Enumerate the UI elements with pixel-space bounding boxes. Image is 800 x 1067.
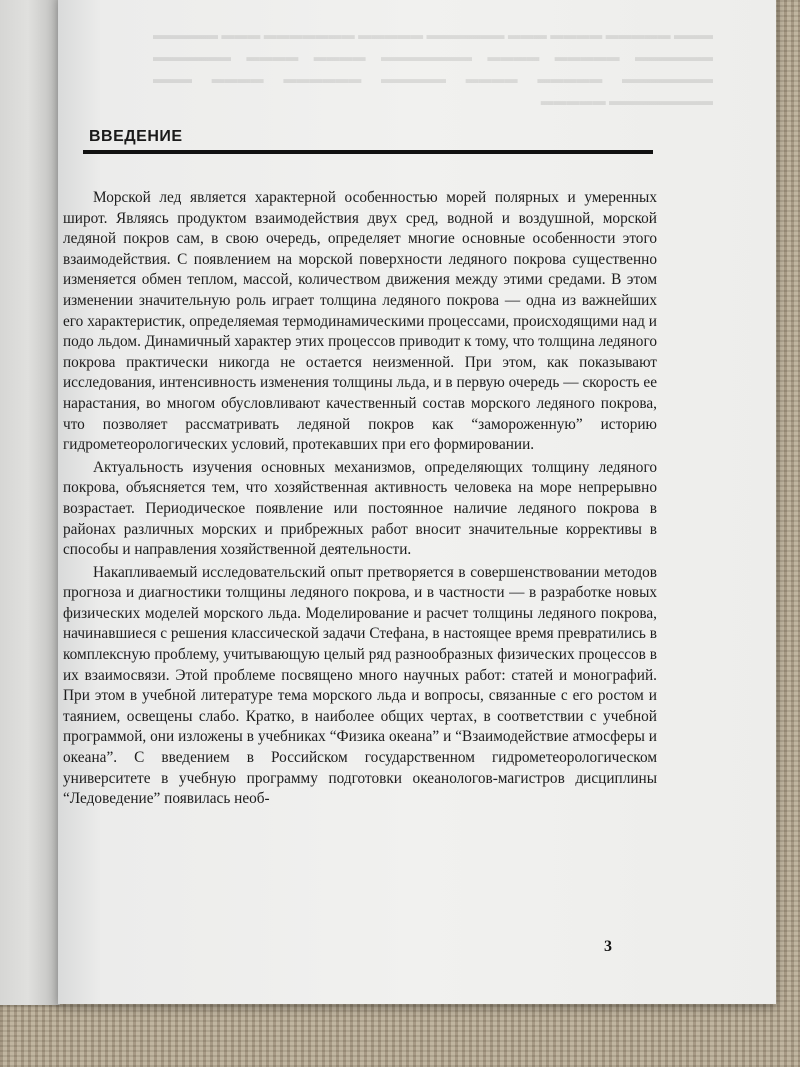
- chapter-heading: ВВЕДЕНИЕ: [89, 128, 183, 145]
- heading-rule: [83, 150, 653, 154]
- body-text: [63, 188, 657, 812]
- paragraph: Накапливаемый исследовательский опыт претворяется в совершенствовании методов прогноза и диагностики толщины ледяного покрова, и в частности — в разработке новых физических моделей морского льда. Моделирование и расчет толщины ледяного покрова, начинавшиеся с решения классической задачи Стефана, в настоящее время превратились в комплексную проблему, учитывающую целый ряд разнообразных физических процессов в их взаимосвязи. Этой проблеме посвящено много научных работ: статей и монографий. При этом в учебной литературе тема морского льда и вопросы, связанные с его ростом и таянием, освещены слабо. Кратко, в наиболее общих чертах, в соответствии с учебной программой, они изложены в учебниках “Физика океана” и “Взаимодействие атмосферы и океана”. С введением в Российском государственном гидрометеорологическом университете в учебную программу подготовки океанологов-магистров дисциплины “Ледоведение” появилась необ-: [63, 563, 657, 808]
- facing-page-edge: [0, 0, 60, 1005]
- show-through-text: ▬▬▬ ▬▬▬▬▬ ▬▬▬▬ ▬▬▬ ▬▬▬▬▬▬ ▬▬▬▬▬ ▬▬▬▬▬▬▬ ▬▬▬ ▬▬▬▬▬ ▬▬▬▬▬▬ ▬▬▬▬▬ ▬▬▬▬ ▬▬▬▬▬▬▬ ▬▬▬▬ ▬▬▬▬ ▬▬▬▬▬▬ ▬▬▬▬▬▬▬ ▬▬▬▬▬ ▬▬▬▬ ▬▬▬▬▬ ▬▬▬▬▬▬ ▬▬▬▬ ▬▬▬ ▬▬▬▬▬▬▬▬ ▬▬▬▬▬: [153, 27, 713, 108]
- page-number: 3: [604, 938, 612, 955]
- paragraph: Морской лед является характерной особенностью морей полярных и умеренных широт. Являясь продуктом взаимодействия двух сред, водной и воздушной, морской ледяной покров сам, в свою очередь, определяет многие основные особенности этого взаимодействия. С появлением на морской поверхности ледяного покрова существенно изменяется обмен теплом, массой, количеством движения между этими средами. В этом изменении значительную роль играет толщина ледяного покрова — одна из важнейших его характеристик, определяемая термодинамическими процессами, происходящими над и подо льдом. Динамичный характер этих процессов приводит к тому, что толщина ледяного покрова практически никогда не остается неизменной. При этом, как показывают исследования, интенсивность изменения толщины льда, и в первую очередь — скорость ее нарастания, во многом обусловливают качественный состав морского ледяного покрова, что позволяет рассматривать ледяной покров как “замороженную” историю гидрометеорологических условий, протекавших при его формировании.: [63, 189, 657, 454]
- paragraph: Актуальность изучения основных механизмов, определяющих толщину ледяного покрова, объясняется тем, что хозяйственная активность человека на море непрерывно возрастает. Периодическое появление или постоянное наличие ледяного покрова в районах различных морских и прибрежных работ вносит значительные коррективы в способы и направления хозяйственной деятельности.: [63, 458, 657, 559]
- chapter-heading-block: [83, 128, 653, 154]
